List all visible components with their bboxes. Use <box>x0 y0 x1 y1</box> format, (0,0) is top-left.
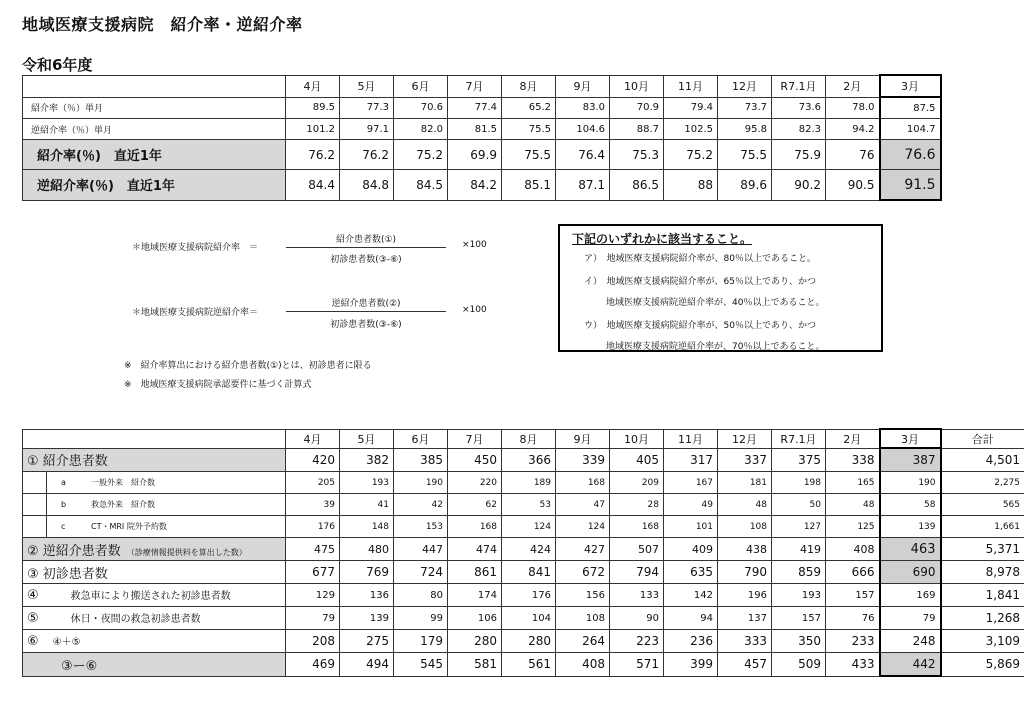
patient-value: 142 <box>664 584 718 607</box>
month-header: 9月 <box>556 429 610 448</box>
patient-value: 28 <box>610 494 664 516</box>
criteria-line: イ） 地域医療支援病院紹介率が、65％以上であり、かつ <box>584 277 816 287</box>
patient-value: 196 <box>718 584 772 607</box>
rate-value: 73.6 <box>772 97 826 119</box>
formula-numerator-reverse: 逆紹介患者数(②) <box>331 299 401 309</box>
patient-value: 127 <box>772 516 826 538</box>
patient-total: 4,501 <box>941 448 1024 472</box>
patient-value: 420 <box>286 448 340 472</box>
rate-value: 102.5 <box>664 119 718 140</box>
patient-value: 385 <box>394 448 448 472</box>
rate-value: 95.8 <box>718 119 772 140</box>
patient-value: 157 <box>772 607 826 630</box>
month-header: 6月 <box>394 429 448 448</box>
note: ※ 紹介率算出における紹介患者数(①)とは、初診患者に限る <box>124 361 372 371</box>
formula-label-reverse: ＊地域医療支援病院逆紹介率＝ <box>132 308 259 318</box>
patient-total: 565 <box>941 494 1024 516</box>
patient-value: 438 <box>718 538 772 561</box>
month-header: 4月 <box>286 75 340 97</box>
rate-row <box>23 119 941 140</box>
patient-value: 841 <box>502 561 556 584</box>
patient-value: 79 <box>286 607 340 630</box>
patient-value: 165 <box>826 472 880 494</box>
patient-label <box>23 448 286 472</box>
rate-row <box>23 170 941 201</box>
row-indent <box>23 516 47 538</box>
patient-value: 419 <box>772 538 826 561</box>
patient-value: 474 <box>448 538 502 561</box>
month-header: 8月 <box>502 429 556 448</box>
patient-value: 168 <box>448 516 502 538</box>
patient-total: 8,978 <box>941 561 1024 584</box>
formula-denominator-referral: 初診患者数(③-⑥) <box>330 255 402 265</box>
patient-value: 108 <box>556 607 610 630</box>
row-label-text: ④ <box>27 588 39 603</box>
rate-label: 逆紹介率(％) 直近1年 <box>23 170 286 201</box>
formula-numerator-referral: 紹介患者数(①) <box>335 235 397 245</box>
row-indent <box>23 494 47 516</box>
patient-value: 581 <box>448 653 502 677</box>
rate-value: 101.2 <box>286 119 340 140</box>
patient-value: 280 <box>448 630 502 653</box>
rate-value: 90.5 <box>826 170 880 201</box>
patient-value: 47 <box>556 494 610 516</box>
patient-label <box>23 653 286 677</box>
patient-value: 463 <box>880 538 941 561</box>
patients-header-row <box>23 429 1024 448</box>
rate-row <box>23 97 941 119</box>
patient-value: 469 <box>286 653 340 677</box>
rate-value: 89.5 <box>286 97 340 119</box>
row-prefix: c <box>61 522 66 531</box>
row-sublabel: （診療情報提供料を算出した数） <box>126 547 247 557</box>
patient-value: 442 <box>880 653 941 677</box>
rate-value: 97.1 <box>340 119 394 140</box>
rate-value: 84.5 <box>394 170 448 201</box>
rates-table <box>22 74 942 201</box>
month-header: 9月 <box>556 75 610 97</box>
patient-value: 571 <box>610 653 664 677</box>
patient-value: 53 <box>502 494 556 516</box>
month-header: 11月 <box>664 429 718 448</box>
patient-value: 794 <box>610 561 664 584</box>
patient-value: 672 <box>556 561 610 584</box>
patient-value: 220 <box>448 472 502 494</box>
patient-value: 198 <box>772 472 826 494</box>
patient-row <box>23 630 1024 653</box>
month-header: 7月 <box>448 75 502 97</box>
rate-value: 104.7 <box>880 119 941 140</box>
total-header: 合計 <box>941 429 1024 448</box>
rate-value: 75.3 <box>610 140 664 170</box>
rate-value: 86.5 <box>610 170 664 201</box>
row-label-text: ① 紹介患者数 <box>27 454 108 470</box>
formula-label-referral: ＊地域医療支援病院紹介率 ＝ <box>132 243 259 253</box>
row-label-text: ② 逆紹介患者数 <box>27 543 121 559</box>
rate-value: 90.2 <box>772 170 826 201</box>
row-sublabel: ④＋⑤ <box>52 637 81 648</box>
rate-value: 84.8 <box>340 170 394 201</box>
month-header: 3月 <box>880 429 941 448</box>
patient-total: 5,371 <box>941 538 1024 561</box>
patient-label <box>23 630 286 653</box>
formula-denominator-reverse: 初診患者数(③-⑥) <box>330 320 402 330</box>
rate-value: 88.7 <box>610 119 664 140</box>
patient-total: 3,109 <box>941 630 1024 653</box>
patient-value: 108 <box>718 516 772 538</box>
row-prefix: a <box>61 478 66 487</box>
row-label-text: 救急外来 紹介数 <box>91 500 155 509</box>
month-header: 2月 <box>826 75 880 97</box>
patient-value: 80 <box>394 584 448 607</box>
row-label-text: ⑤ <box>27 611 39 626</box>
patient-value: 236 <box>664 630 718 653</box>
patient-value: 156 <box>556 584 610 607</box>
patient-value: 457 <box>718 653 772 677</box>
row-label-text: CT・MRI 院外予約数 <box>91 522 167 531</box>
patient-value: 190 <box>394 472 448 494</box>
patient-value: 137 <box>718 607 772 630</box>
patient-value: 129 <box>286 584 340 607</box>
rate-label: 紹介率(％) 直近1年 <box>23 140 286 170</box>
patient-label <box>47 472 286 494</box>
patient-value: 209 <box>610 472 664 494</box>
patient-value: 233 <box>826 630 880 653</box>
month-header: R7.1月 <box>772 429 826 448</box>
criteria-line: 地域医療支援病院逆紹介率が、40％以上であること。 <box>606 298 825 308</box>
patient-value: 139 <box>340 607 394 630</box>
rate-value: 76.6 <box>880 140 941 170</box>
month-header: 10月 <box>610 75 664 97</box>
patient-value: 167 <box>664 472 718 494</box>
patient-value: 190 <box>880 472 941 494</box>
patient-total: 1,268 <box>941 607 1024 630</box>
patient-value: 450 <box>448 448 502 472</box>
patient-row <box>23 538 1024 561</box>
patient-value: 317 <box>664 448 718 472</box>
month-header: 11月 <box>664 75 718 97</box>
patient-value: 79 <box>880 607 941 630</box>
row-sublabel: 救急車により搬送された初診患者数 <box>70 591 231 602</box>
patient-total: 1,841 <box>941 584 1024 607</box>
patient-value: 635 <box>664 561 718 584</box>
rate-value: 75.5 <box>502 140 556 170</box>
patient-value: 275 <box>340 630 394 653</box>
patient-value: 350 <box>772 630 826 653</box>
patient-row <box>23 472 1024 494</box>
criteria-line: 地域医療支援病院逆紹介率が、70％以上であること。 <box>606 342 825 352</box>
row-label-text: 一般外来 紹介数 <box>91 478 155 487</box>
criteria-line: ア） 地域医療支援病院紹介率が、80％以上であること。 <box>584 254 816 264</box>
patient-value: 94 <box>664 607 718 630</box>
rates-header-row <box>23 75 941 97</box>
patient-value: 169 <box>880 584 941 607</box>
rate-row <box>23 140 941 170</box>
rate-value: 79.4 <box>664 97 718 119</box>
patient-row <box>23 561 1024 584</box>
rate-value: 94.2 <box>826 119 880 140</box>
patient-value: 136 <box>340 584 394 607</box>
patient-value: 181 <box>718 472 772 494</box>
rate-value: 65.2 <box>502 97 556 119</box>
rate-value: 87.5 <box>880 97 941 119</box>
patient-value: 193 <box>340 472 394 494</box>
rate-value: 104.6 <box>556 119 610 140</box>
patient-value: 424 <box>502 538 556 561</box>
rate-value: 85.1 <box>502 170 556 201</box>
patient-value: 176 <box>286 516 340 538</box>
patient-value: 139 <box>880 516 941 538</box>
patient-value: 387 <box>880 448 941 472</box>
patient-value: 339 <box>556 448 610 472</box>
patient-value: 447 <box>394 538 448 561</box>
month-header: 7月 <box>448 429 502 448</box>
patient-value: 193 <box>772 584 826 607</box>
patient-value: 382 <box>340 448 394 472</box>
patient-value: 337 <box>718 448 772 472</box>
patient-value: 338 <box>826 448 880 472</box>
month-header: 5月 <box>340 75 394 97</box>
patient-value: 41 <box>340 494 394 516</box>
row-sublabel: 休日・夜間の救急初診患者数 <box>70 614 201 625</box>
patient-value: 494 <box>340 653 394 677</box>
rate-value: 76.2 <box>286 140 340 170</box>
formula-line <box>286 247 446 248</box>
row-prefix: b <box>61 500 67 509</box>
rate-value: 82.3 <box>772 119 826 140</box>
patient-value: 280 <box>502 630 556 653</box>
month-header: 5月 <box>340 429 394 448</box>
rate-value: 84.2 <box>448 170 502 201</box>
patient-value: 99 <box>394 607 448 630</box>
rate-label: 紹介率（％）単月 <box>23 97 286 119</box>
patient-value: 545 <box>394 653 448 677</box>
patient-value: 124 <box>556 516 610 538</box>
patient-value: 49 <box>664 494 718 516</box>
patient-value: 375 <box>772 448 826 472</box>
patient-total: 2,275 <box>941 472 1024 494</box>
patient-value: 677 <box>286 561 340 584</box>
rate-value: 88 <box>664 170 718 201</box>
patient-value: 168 <box>610 516 664 538</box>
patient-row <box>23 448 1024 472</box>
patient-row <box>23 607 1024 630</box>
rate-value: 76.4 <box>556 140 610 170</box>
patient-total: 1,661 <box>941 516 1024 538</box>
row-indent <box>23 472 47 494</box>
patient-value: 125 <box>826 516 880 538</box>
rate-value: 91.5 <box>880 170 941 201</box>
page-title: 地域医療支援病院 紹介率・逆紹介率 <box>22 15 303 34</box>
rate-value: 78.0 <box>826 97 880 119</box>
patient-value: 507 <box>610 538 664 561</box>
patient-value: 39 <box>286 494 340 516</box>
patient-value: 480 <box>340 538 394 561</box>
rate-value: 76.2 <box>340 140 394 170</box>
month-header: 3月 <box>880 75 941 97</box>
month-header: 12月 <box>718 429 772 448</box>
rate-value: 77.4 <box>448 97 502 119</box>
month-header: 4月 <box>286 429 340 448</box>
month-header: R7.1月 <box>772 75 826 97</box>
rate-value: 73.7 <box>718 97 772 119</box>
rate-value: 69.9 <box>448 140 502 170</box>
patient-value: 42 <box>394 494 448 516</box>
patient-value: 208 <box>286 630 340 653</box>
patient-value: 561 <box>502 653 556 677</box>
month-header: 6月 <box>394 75 448 97</box>
row-label-text: ③ー⑥ <box>61 658 98 674</box>
patient-value: 248 <box>880 630 941 653</box>
patient-value: 48 <box>718 494 772 516</box>
patient-row <box>23 653 1024 677</box>
patients-table <box>22 428 1024 677</box>
patient-value: 176 <box>502 584 556 607</box>
patient-value: 205 <box>286 472 340 494</box>
criteria-box <box>558 224 883 352</box>
patient-value: 409 <box>664 538 718 561</box>
patient-value: 861 <box>448 561 502 584</box>
patient-value: 124 <box>502 516 556 538</box>
patient-row <box>23 494 1024 516</box>
patient-label <box>23 561 286 584</box>
patient-value: 58 <box>880 494 941 516</box>
patient-label <box>23 607 286 630</box>
month-header: 12月 <box>718 75 772 97</box>
rate-value: 75.9 <box>772 140 826 170</box>
rate-value: 89.6 <box>718 170 772 201</box>
rate-value: 82.0 <box>394 119 448 140</box>
rate-value: 81.5 <box>448 119 502 140</box>
patient-value: 427 <box>556 538 610 561</box>
patient-value: 690 <box>880 561 941 584</box>
patient-value: 790 <box>718 561 772 584</box>
patient-value: 168 <box>556 472 610 494</box>
fiscal-year-label: 令和6年度 <box>22 56 93 74</box>
patients-corner <box>23 429 286 448</box>
month-header: 8月 <box>502 75 556 97</box>
formula-factor-referral: ×100 <box>462 240 487 250</box>
row-label-text: ③ 初診患者数 <box>27 566 108 582</box>
patient-value: 148 <box>340 516 394 538</box>
note: ※ 地域医療支援病院承認要件に基づく計算式 <box>124 380 312 390</box>
row-label-text: ⑥ <box>27 634 39 649</box>
patient-value: 724 <box>394 561 448 584</box>
patient-label <box>23 584 286 607</box>
formula-factor-reverse: ×100 <box>462 305 487 315</box>
patient-value: 859 <box>772 561 826 584</box>
patient-label <box>47 516 286 538</box>
patient-value: 399 <box>664 653 718 677</box>
patient-value: 509 <box>772 653 826 677</box>
rate-value: 76 <box>826 140 880 170</box>
patient-value: 106 <box>448 607 502 630</box>
patient-value: 223 <box>610 630 664 653</box>
patient-value: 62 <box>448 494 502 516</box>
rate-value: 70.6 <box>394 97 448 119</box>
formula-line <box>286 311 446 312</box>
patient-value: 101 <box>664 516 718 538</box>
patient-value: 433 <box>826 653 880 677</box>
rate-value: 75.5 <box>502 119 556 140</box>
rate-value: 83.0 <box>556 97 610 119</box>
rate-label: 逆紹介率（％）単月 <box>23 119 286 140</box>
patient-value: 76 <box>826 607 880 630</box>
patient-row <box>23 516 1024 538</box>
patient-label <box>23 538 286 561</box>
rate-value: 77.3 <box>340 97 394 119</box>
rate-value: 75.5 <box>718 140 772 170</box>
patient-value: 408 <box>826 538 880 561</box>
patient-value: 50 <box>772 494 826 516</box>
patient-value: 48 <box>826 494 880 516</box>
rate-value: 87.1 <box>556 170 610 201</box>
criteria-heading: 下記のいずれかに該当すること。 <box>572 232 753 246</box>
month-header: 10月 <box>610 429 664 448</box>
patient-total: 5,869 <box>941 653 1024 677</box>
patient-value: 405 <box>610 448 664 472</box>
patient-value: 333 <box>718 630 772 653</box>
rate-value: 75.2 <box>394 140 448 170</box>
patient-row <box>23 584 1024 607</box>
patient-value: 769 <box>340 561 394 584</box>
rates-corner <box>23 75 286 97</box>
patient-value: 189 <box>502 472 556 494</box>
criteria-line: ウ） 地域医療支援病院紹介率が、50％以上であり、かつ <box>584 321 816 331</box>
month-header: 2月 <box>826 429 880 448</box>
patient-value: 408 <box>556 653 610 677</box>
patient-value: 264 <box>556 630 610 653</box>
patient-value: 366 <box>502 448 556 472</box>
patient-value: 104 <box>502 607 556 630</box>
patient-value: 179 <box>394 630 448 653</box>
patient-label <box>47 494 286 516</box>
rate-value: 70.9 <box>610 97 664 119</box>
patient-value: 174 <box>448 584 502 607</box>
patient-value: 153 <box>394 516 448 538</box>
patient-value: 133 <box>610 584 664 607</box>
rate-value: 84.4 <box>286 170 340 201</box>
patient-value: 90 <box>610 607 664 630</box>
patient-value: 475 <box>286 538 340 561</box>
patient-value: 666 <box>826 561 880 584</box>
patient-value: 157 <box>826 584 880 607</box>
rate-value: 75.2 <box>664 140 718 170</box>
